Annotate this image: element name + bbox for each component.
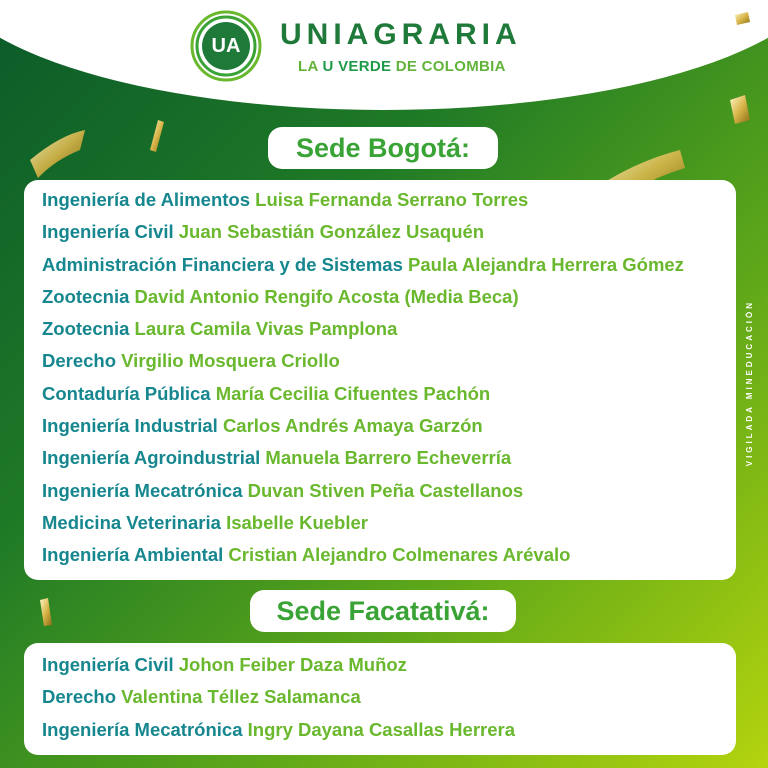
program-label: Ingeniería Mecatrónica xyxy=(42,718,243,740)
tagline xyxy=(298,58,522,75)
student-name: Paula Alejandra Herrera Gómez xyxy=(408,253,684,275)
bogota-title: Sede Bogotá: xyxy=(268,127,498,169)
facatativa-title: Sede Facatativá: xyxy=(250,590,516,632)
program-label: Medicina Veterinaria xyxy=(42,511,221,533)
student-name: Cristian Alejandro Colmenares Arévalo xyxy=(228,544,571,566)
bogota-row xyxy=(42,410,736,442)
bogota-row xyxy=(42,378,736,410)
student-name: Duvan Stiven Peña Castellanos xyxy=(247,479,524,501)
program-label: Zootecnia xyxy=(42,318,130,340)
tagline-suffix: DE COLOMBIA xyxy=(391,57,506,75)
bogota-row xyxy=(42,507,736,539)
program-label: Ingeniería Civil xyxy=(42,654,174,675)
bogota-row xyxy=(42,249,736,281)
bogota-row xyxy=(42,475,736,507)
facatativa-row xyxy=(42,681,736,713)
student-name: María Cecilia Cifuentes Pachón xyxy=(215,382,491,404)
bogota-row xyxy=(42,345,736,377)
program-label: Contaduría Pública xyxy=(42,382,211,404)
facatativa-row xyxy=(42,649,736,681)
bogota-row xyxy=(42,281,736,313)
student-name: Luisa Fernanda Serrano Torres xyxy=(255,189,529,210)
program-label: Derecho xyxy=(42,686,117,708)
program-label: Ingeniería de Alimentos xyxy=(42,189,250,210)
tagline-highlight: U VERDE xyxy=(322,57,392,75)
student-name: Virgilio Mosquera Criollo xyxy=(121,350,340,372)
student-name: Isabelle Kuebler xyxy=(226,511,368,533)
bogota-row xyxy=(42,539,736,571)
bogota-row xyxy=(42,442,736,474)
facatativa-row xyxy=(42,714,736,746)
logo xyxy=(190,10,522,82)
program-label: Zootecnia xyxy=(42,285,130,307)
program-label: Derecho xyxy=(42,350,117,372)
bogota-list xyxy=(24,180,736,580)
program-label: Ingeniería Ambiental xyxy=(42,544,224,566)
student-name: David Antonio Rengifo Acosta (Media Beca) xyxy=(134,285,519,307)
student-name: Johon Feiber Daza Muñoz xyxy=(178,654,407,675)
facatativa-list xyxy=(24,643,736,755)
student-name: Laura Camila Vivas Pamplona xyxy=(134,318,398,340)
bogota-row xyxy=(42,184,736,216)
bogota-row xyxy=(42,313,736,345)
tagline-prefix: LA xyxy=(298,57,323,75)
program-label: Ingeniería Agroindustrial xyxy=(42,447,261,469)
brand-name: UNIAGRARIA xyxy=(280,17,522,51)
vigilada-mineducacion: VIGILADA MINEDUCACIÓN xyxy=(745,300,754,467)
logo-mark xyxy=(190,10,262,82)
student-name: Carlos Andrés Amaya Garzón xyxy=(222,415,483,437)
program-label: Ingeniería Civil xyxy=(42,221,174,243)
student-name: Valentina Téllez Salamanca xyxy=(121,686,361,708)
bogota-row xyxy=(42,216,736,248)
student-name: Ingry Dayana Casallas Herrera xyxy=(247,718,515,740)
logo-mark-text: UA xyxy=(211,35,241,57)
program-label: Ingeniería Industrial xyxy=(42,415,218,437)
program-label: Ingeniería Mecatrónica xyxy=(42,479,243,501)
student-name: Juan Sebastián González Usaquén xyxy=(178,221,485,243)
student-name: Manuela Barrero Echeverría xyxy=(265,447,512,469)
program-label: Administración Financiera y de Sistemas xyxy=(42,253,403,275)
